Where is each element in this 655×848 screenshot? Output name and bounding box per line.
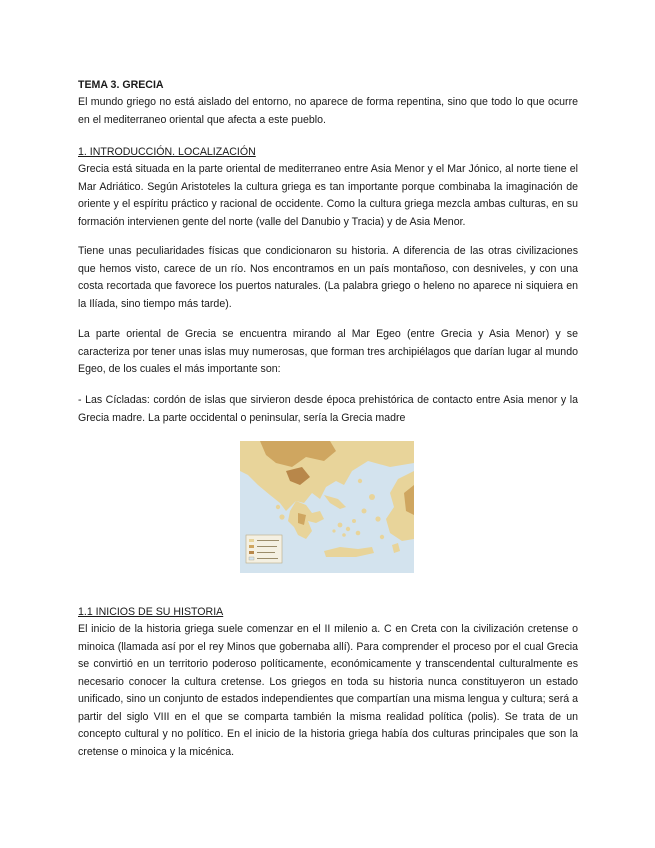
section-heading-introduccion: 1. INTRODUCCIÓN. LOCALIZACIÓN: [78, 146, 256, 158]
ionian-island: [279, 514, 284, 519]
paragraph-peculiaridades: Tiene unas peculiaridades físicas que condicionaron su historia. A diferencia de las otras civilizaciones que hemos visto, carece de un río. Nos encontramos en un país montañoso, con desniveles, y con una costa recortada que favorece los puertos naturales. (La palabra griego o heleno no aparece ni siquiera en la Ilíada, sino tiempo más tarde).: [78, 245, 578, 310]
cyclades-island: [332, 529, 335, 532]
dodecanese-island: [380, 535, 384, 539]
aegean-island: [369, 494, 375, 500]
section-heading-inicios: 1.1 INICIOS DE SU HISTORIA: [78, 606, 224, 618]
paragraph-inicios-historia: El inicio de la historia griega suele comenzar en el II milenio a. C en Creta con la civilización cretense o minoica (llamada así por el rey Minos que gobernaba allí). Para comprender el proceso por el cual Grecia se convirtió en un territorio poderoso políticamente, económicamente y transcendental culturalmente es necesario conocer la cultura cretense. Los griegos en toda su historia nunca constituyeron un estado unificado, sino un conjunto de estados independientes que compartían una misma lengua y cultura; será a partir del siglo VIII en el que se comparta también la misma realidad política (polis). Se trata de un concepto cultural y no político. En el inicio de la historia griega había dos culturas principales que son la cretense o minoica y la micénica.: [78, 623, 578, 758]
intro-paragraph: El mundo griego no está aislado del entorno, no aparece de forma repentina, sino que todo lo que ocurre en el mediterraneo oriental que afecta a este pueblo.: [78, 96, 578, 126]
cyclades-island: [342, 533, 346, 537]
peloponnese-land: [288, 501, 324, 539]
aegean-island: [358, 479, 362, 483]
cyclades-island: [338, 523, 343, 528]
rhodes-island: [392, 543, 400, 553]
legend-line: [257, 546, 277, 547]
paragraph-localizacion: Grecia está situada en la parte oriental de mediterraneo entre Asia Menor y el Mar Jónico, al norte tiene el Mar Adriático. Según Aristoteles la cultura griega es tan importante porque combinaba la imaginación de oriente y el espíritu práctico y racional de occidente. Como la cultura griega mezcla ambas culturas, en su formación intervienen gente del norte (valle del Danubio y Tracia) y de Asia Menor.: [78, 163, 578, 228]
legend-swatch: [249, 539, 254, 542]
cyclades-island: [346, 527, 350, 531]
legend-line: [257, 558, 278, 559]
cyclades-island: [356, 531, 361, 536]
ionian-island: [276, 505, 280, 509]
euboea-island: [324, 495, 346, 509]
crete-island: [324, 547, 374, 557]
aegean-island: [362, 509, 367, 514]
paragraph-cicladas: - Las Cícladas: cordón de islas que sirvieron desde época prehistórica de contacto entre Asia menor y la Grecia madre. La parte occidental o peninsular, sería la Grecia madre: [78, 394, 578, 424]
legend-swatch: [249, 557, 254, 560]
paragraph-mar-egeo: La parte oriental de Grecia se encuentra mirando al Mar Egeo (entre Grecia y Asia Menor) y se caracteriza por tener unas islas muy numerosas, que forman tres archipiélagos que darían lugar al mundo Egeo, de los cuales el más importante son:: [78, 328, 578, 375]
legend-line: [257, 540, 279, 541]
legend-line: [257, 552, 275, 553]
greece-map-graphic: [240, 441, 414, 573]
greece-map-image: [240, 441, 414, 573]
aegean-island: [375, 516, 380, 521]
legend-swatch: [249, 545, 254, 548]
legend-swatch: [249, 551, 254, 554]
cyclades-island: [352, 519, 356, 523]
document-title: TEMA 3. GRECIA: [78, 79, 164, 91]
